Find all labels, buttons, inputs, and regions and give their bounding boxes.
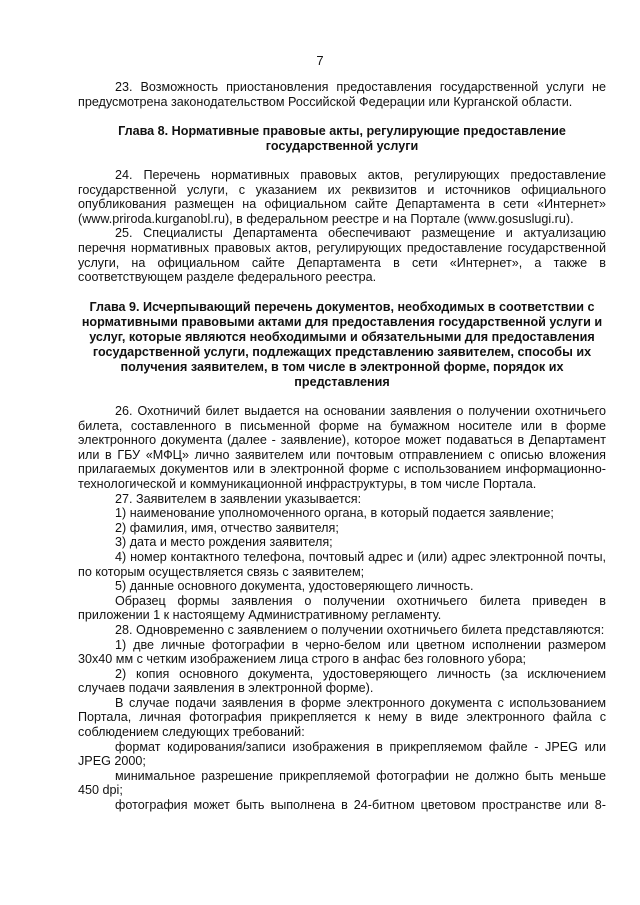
chapter-8-heading: Глава 8. Нормативные правовые акты, регулирующие предоставление государственной услуги: [118, 124, 566, 153]
clauses-24-25: [78, 168, 606, 285]
clauses-26-28: [78, 404, 606, 813]
clause-24-text: 24. Перечень нормативных правовых актов, регулирующих предоставление государственной услуги, с указанием их реквизитов и источников официального опубликования размещен на официальном сайте Департамента в сети «Интернет» (www.priroda.kurganobl.ru), в федеральном реестре и на Портале (www.gosuslugi.ru).: [78, 168, 606, 226]
clause-27-item-2: 2) фамилия, имя, отчество заявителя;: [115, 520, 339, 535]
clause-28-item-2: 2) копия основного документа, удостоверяющего личность (за исключением случаев подачи заявления в электронной форме).: [78, 666, 606, 696]
page-number: 7: [316, 53, 324, 68]
clause-28-item-1: 1) две личные фотографии в черно-белом или цветном исполнении размером 30х40 мм с четким изображением лица строго в анфас без головного убора;: [78, 637, 606, 667]
clause-26-text: 26. Охотничий билет выдается на основании заявления о получении охотничьего билета, составленного в письменной форме на бумажном носителе или в форме электронного документа (далее - заявление), которое может подаваться в Департамент или в ГБУ «МФЦ» лично заявителем или почтовым отправлением с описью вложения прилагаемых документов или в электронной форме с использованием информационно-технологической и коммуникационной инфраструктуры, в том числе Портала.: [78, 404, 606, 491]
clause-27-item-5: 5) данные основного документа, удостоверяющего личность.: [115, 579, 474, 594]
chapter-9-heading: Глава 9. Исчерпывающий перечень документов, необходимых в соответствии с нормативными правовыми актами для предоставления государственной услуги и услуг, которые являются необходимыми и обязательными для предоставления государственной услуги, подлежащих представлению заявителем, способы их получения заявителем, в том числе в электронной форме, порядок их представления: [81, 300, 603, 389]
clause-27-item-4: 4) номер контактного телефона, почтовый адрес и (или) адрес электронной почты, по которым осуществляется связь с заявителем;: [78, 549, 606, 579]
clause-27-item-1: 1) наименование уполномоченного органа, в который подается заявление;: [115, 506, 554, 521]
clause-28-color-req: фотография может быть выполнена в 24-битном цветовом пространстве или 8-: [115, 798, 606, 813]
clause-27-item-3: 3) дата и место рождения заявителя;: [115, 535, 333, 550]
clause-28-format-req: формат кодирования/записи изображения в прикрепляемом файле - JPEG или JPEG 2000;: [78, 739, 606, 769]
clause-28-resolution-req: минимальное разрешение прикрепляемой фотографии не должно быть меньше 450 dpi;: [78, 768, 606, 798]
clause-28-electronic: В случае подачи заявления в форме электронного документа с использованием Портала, личная фотография прикрепляется к нему в виде электронного файла с соблюдением следующих требований:: [78, 695, 606, 740]
clause-27-text: 27. Заявителем в заявлении указывается:: [115, 491, 362, 506]
clause-27-sample-note: Образец формы заявления о получении охотничьего билета приведен в приложении 1 к настоящему Административному регламенту.: [78, 593, 606, 623]
clause-28-text: 28. Одновременно с заявлением о получении охотничьего билета представляются:: [115, 622, 605, 637]
clause-23-text: 23. Возможность приостановления предоставления государственной услуги не предусмотрена законодательством Российской Федерации или Курганской области.: [78, 80, 606, 109]
clause-23: [78, 80, 606, 109]
clause-25-text: 25. Специалисты Департамента обеспечивают размещение и актуализацию перечня нормативных правовых актов, регулирующих предоставление государственной услуги, на официальном сайте Департамента в сети «Интернет», а также в соответствующем разделе федерального реестра.: [78, 226, 606, 285]
